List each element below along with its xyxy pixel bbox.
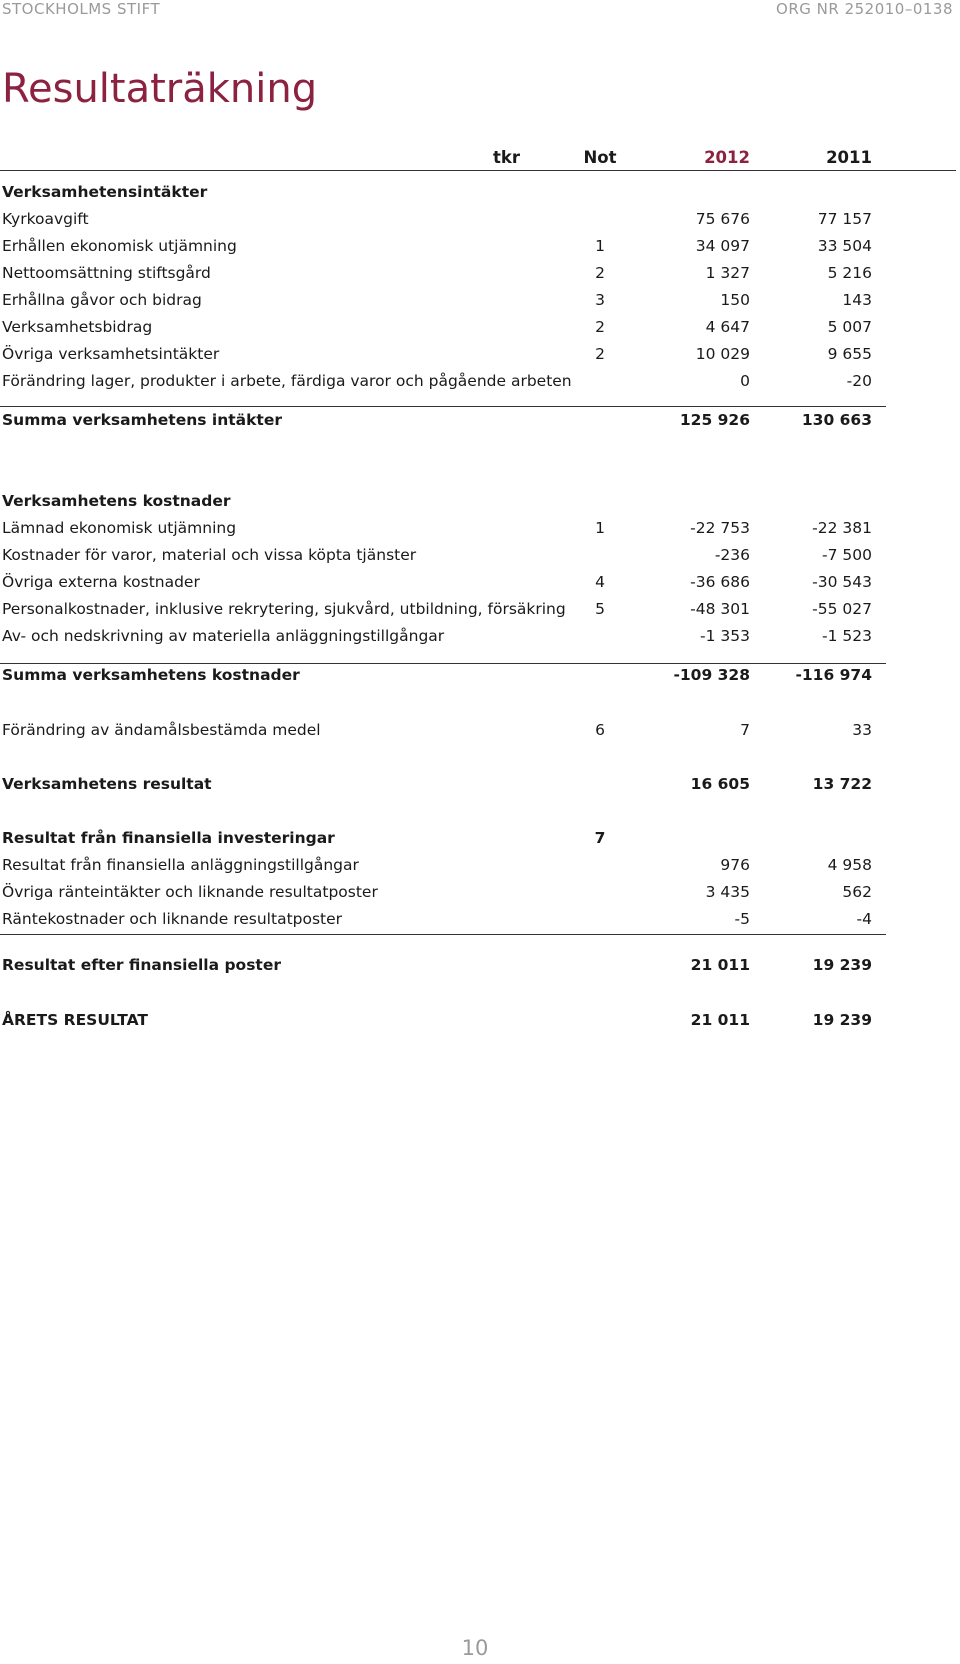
row-value-2011: 9 655 [827,345,872,363]
table-row [0,369,880,393]
row-value-2012: 7 [740,721,750,739]
row-label: Verksamhetens resultat [2,775,212,793]
note-header: Not [583,148,617,167]
year-2011-header: 2011 [826,148,872,167]
row-label: Summa verksamhetens intäkter [2,411,282,429]
row-value-2012: 4 647 [705,318,750,336]
row-value-2011: 77 157 [817,210,872,228]
row-note: 2 [595,345,605,363]
row-value-2012: -36 686 [690,573,750,591]
row-label: Resultat efter finansiella poster [2,956,281,974]
row-value-2011: 143 [842,291,872,309]
row-value-2011: -22 381 [812,519,872,537]
row-note: 1 [595,237,605,255]
row-label: Övriga verksamhetsintäkter [2,345,220,363]
row-value-2011: -20 [846,372,872,390]
table-row [0,315,880,339]
row-value-2012: -48 301 [690,600,750,618]
row-value-2012: 976 [720,856,750,874]
row-value-2011: -30 543 [812,573,872,591]
table-row [0,342,880,366]
row-value-2011: 5 007 [827,318,872,336]
row-label: Räntekostnader och liknande resultatposter [2,910,343,928]
row-value-2012: -5 [734,910,750,928]
row-label: Erhållna gåvor och bidrag [2,291,202,309]
row-value-2011: -55 027 [812,600,872,618]
row-note: 4 [595,573,605,591]
table-row [0,953,880,977]
page-number: 10 [461,1636,489,1660]
row-value-2012: 10 029 [695,345,750,363]
table-row [0,624,880,648]
row-value-2011: 13 722 [812,775,872,793]
subtotal-rule-income [0,406,886,407]
subtotal-rule-financial [0,934,886,935]
row-label: Personalkostnader, inklusive rekrytering, sjukvård, utbildning, försäkring [2,600,566,618]
header-org-number: ORG NR 252010–0138 [776,0,953,18]
row-value-2012: 16 605 [690,775,750,793]
table-row [0,408,880,432]
table-row [0,826,880,850]
row-note: 6 [595,721,605,739]
table-row [0,880,880,904]
row-label: Förändring av ändamålsbestämda medel [2,721,321,739]
year-2012-header: 2012 [704,148,750,167]
row-value-2012: 21 011 [690,1011,750,1029]
table-row [0,180,880,204]
row-value-2011: -4 [856,910,872,928]
table-row [0,543,880,567]
row-note: 2 [595,264,605,282]
row-value-2011: 33 [852,721,872,739]
row-value-2011: 4 958 [827,856,872,874]
row-label: Erhållen ekonomisk utjämning [2,237,237,255]
row-note: 5 [595,600,605,618]
row-value-2012: 150 [720,291,750,309]
row-value-2012: 21 011 [690,956,750,974]
row-note: 1 [595,519,605,537]
row-note: 7 [594,829,606,847]
row-label: Verksamhetens kostnader [2,492,231,510]
table-row [0,516,880,540]
table-row [0,663,880,687]
table-row [0,207,880,231]
row-value-2012: -236 [714,546,750,564]
row-label: Verksamhetensintäkter [2,183,208,201]
row-label: Förändring lager, produkter i arbete, färdiga varor och pågående arbeten [2,372,572,390]
table-row [0,261,880,285]
row-label: Lämnad ekonomisk utjämning [2,519,237,537]
row-label: ÅRETS RESULTAT [2,1011,148,1029]
table-row [0,1008,880,1032]
row-label: Nettoomsättning stiftsgård [2,264,211,282]
row-note: 3 [595,291,605,309]
row-label: Resultat från finansiella investeringar [2,829,335,847]
row-value-2011: 33 504 [817,237,872,255]
header-rule [0,170,956,171]
row-label: Av- och nedskrivning av materiella anläggningstillgångar [2,627,445,645]
table-row [0,489,880,513]
row-value-2011: -116 974 [795,666,872,684]
page-title: Resultaträkning [2,66,318,112]
header-org-name: STOCKHOLMS STIFT [2,0,161,18]
row-value-2011: 562 [842,883,872,901]
row-label: Summa verksamhetens kostnader [2,666,300,684]
subtotal-rule-costs [0,663,886,664]
row-value-2011: 5 216 [827,264,872,282]
row-note: 2 [595,318,605,336]
column-header-row [0,146,880,170]
table-row [0,234,880,258]
row-value-2011: -7 500 [822,546,872,564]
unit-header: tkr [493,148,520,167]
table-row [0,570,880,594]
row-label: Övriga ränteintäkter och liknande resultatposter [2,883,378,901]
table-row [0,772,880,796]
row-label: Resultat från finansiella anläggningstillgångar [2,856,359,874]
row-value-2012: 3 435 [705,883,750,901]
row-value-2012: -1 353 [700,627,750,645]
row-value-2011: 19 239 [812,1011,872,1029]
row-value-2012: 0 [740,372,750,390]
table-row [0,907,880,931]
row-value-2012: 125 926 [679,411,750,429]
table-row [0,853,880,877]
row-value-2011: -1 523 [822,627,872,645]
row-label: Verksamhetsbidrag [2,318,153,336]
row-value-2011: 130 663 [801,411,872,429]
row-value-2012: 1 327 [705,264,750,282]
row-label: Övriga externa kostnader [2,573,200,591]
row-label: Kostnader för varor, material och vissa köpta tjänster [2,546,417,564]
table-row [0,718,880,742]
row-value-2012: 34 097 [695,237,750,255]
table-row [0,288,880,312]
row-label: Kyrkoavgift [2,210,89,228]
table-row [0,597,880,621]
row-value-2011: 19 239 [812,956,872,974]
row-value-2012: 75 676 [695,210,750,228]
row-value-2012: -109 328 [673,666,750,684]
row-value-2012: -22 753 [690,519,750,537]
